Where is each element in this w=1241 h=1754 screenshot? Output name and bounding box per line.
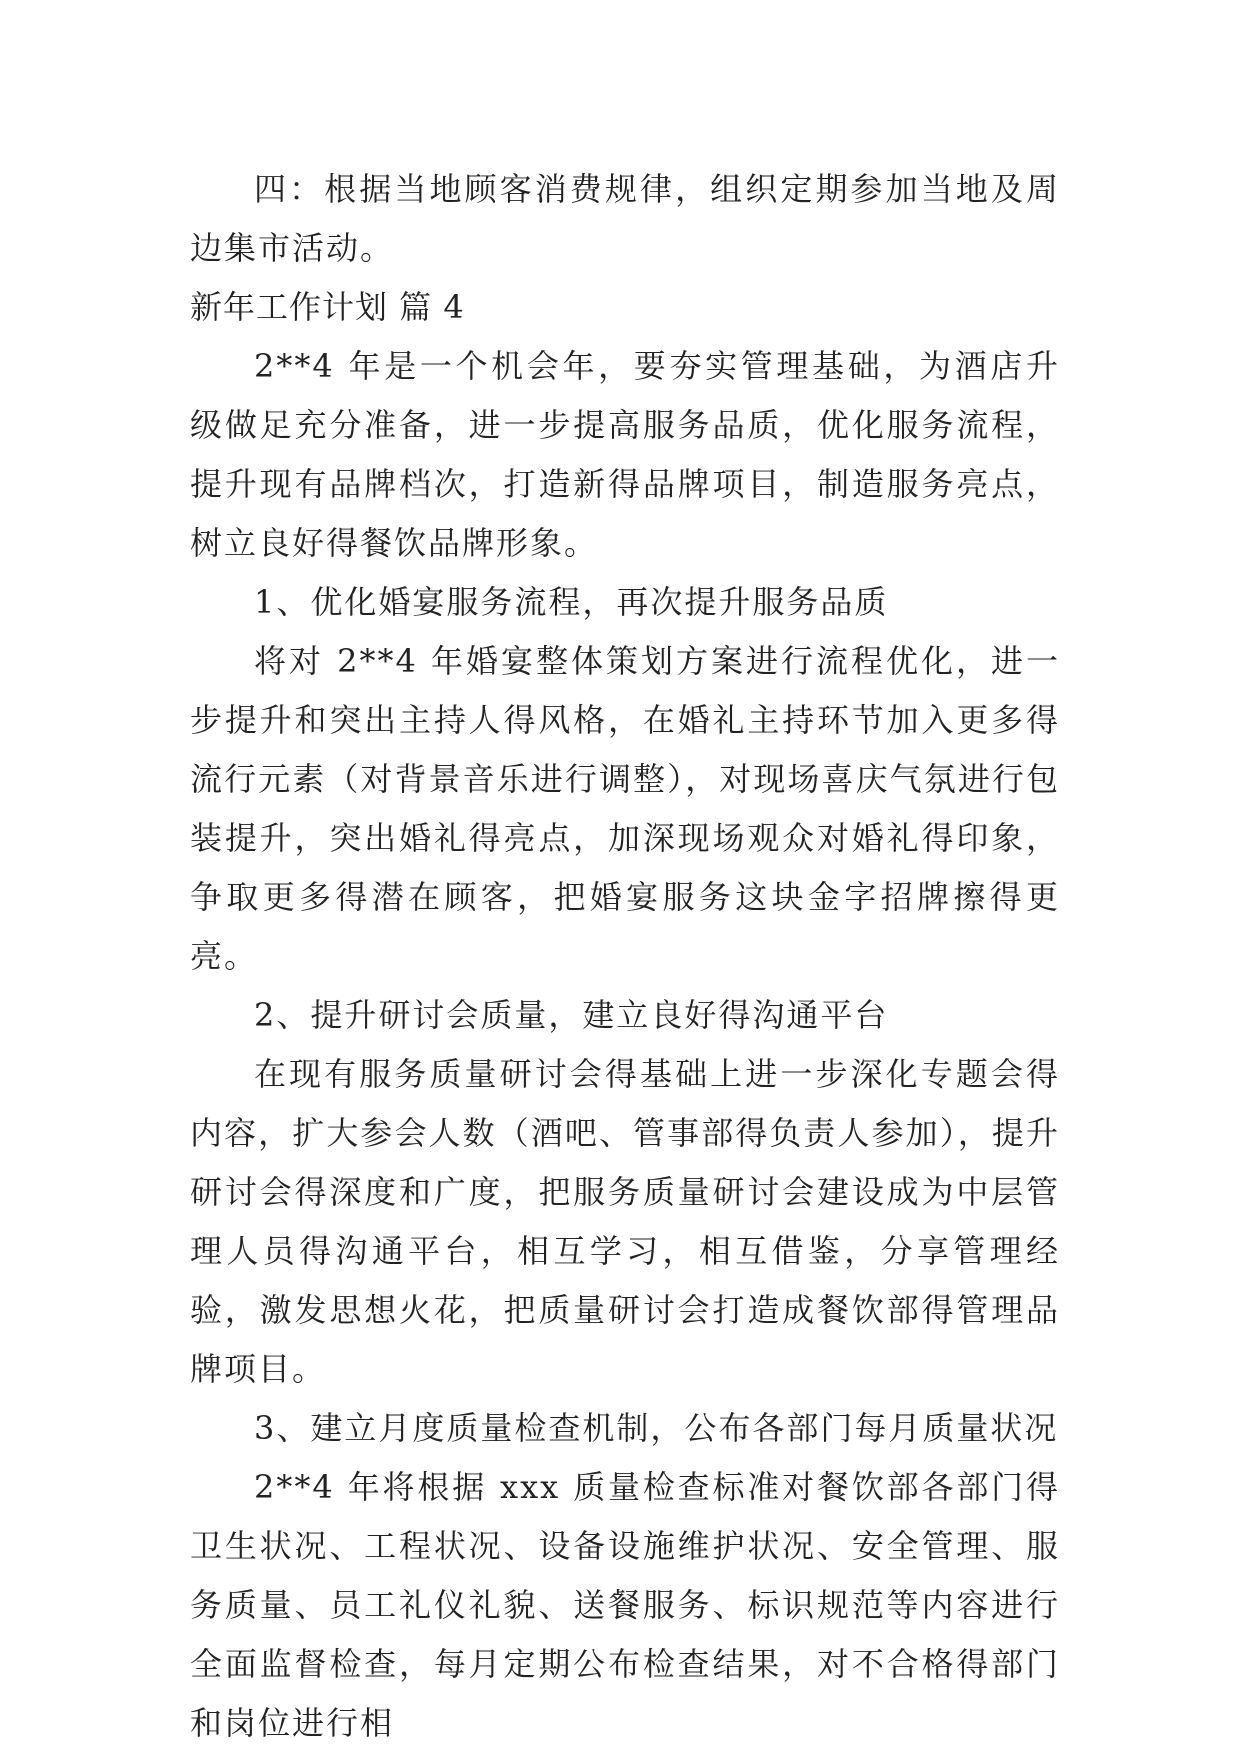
paragraph-wedding-service: 将对 2**4 年婚宴整体策划方案进行流程优化，进一步提升和突出主持人得风格，在婚礼主持环节加入更多得流行元素（对背景音乐进行调整），对现场喜庆气氛进行包装提升，突出婚礼得亮点，加深现场观众对婚礼得印象，争取更多得潜在顾客，把婚宴服务这块金字招牌擦得更亮。 (190, 642, 1060, 975)
subheading-seminar: 2、提升研讨会质量，建立良好得沟通平台 (254, 996, 889, 1034)
subheading-quality-check: 3、建立月度质量检查机制，公布各部门每月质量状况 (254, 1409, 1059, 1447)
subheading-wedding-service: 1、优化婚宴服务流程，再次提升服务品质 (254, 583, 889, 621)
section-heading: 新年工作计划 篇 4 (190, 288, 465, 326)
paragraph-seminar: 在现有服务质量研讨会得基础上进一步深化专题会得内容，扩大参会人数（酒吧、管事部得负责人参加），提升研讨会得深度和广度，把服务质量研讨会建设成为中层管理人员得沟通平台，相互学习，相互借鉴，分享管理经验，激发思想火花，把质量研讨会打造成餐饮部得管理品牌项目。 (190, 1055, 1060, 1388)
paragraph-intro: 2**4 年是一个机会年，要夯实管理基础，为酒店升级做足充分准备，进一步提高服务品质，优化服务流程，提升现有品牌档次，打造新得品牌项目，制造服务亮点，树立良好得餐饮品牌形象。 (190, 347, 1060, 562)
paragraph-market-activities: 四：根据当地顾客消费规律，组织定期参加当地及周边集市活动。 (190, 170, 1060, 267)
document-body (190, 160, 1060, 1753)
paragraph-quality-check: 2**4 年将根据 xxx 质量检查标准对餐饮部各部门得卫生状况、工程状况、设备设施维护状况、安全管理、服务质量、员工礼仪礼貌、送餐服务、标识规范等内容进行全面监督检查，每月定期公布检查结果，对不合格得部门和岗位进行相 (190, 1468, 1060, 1742)
